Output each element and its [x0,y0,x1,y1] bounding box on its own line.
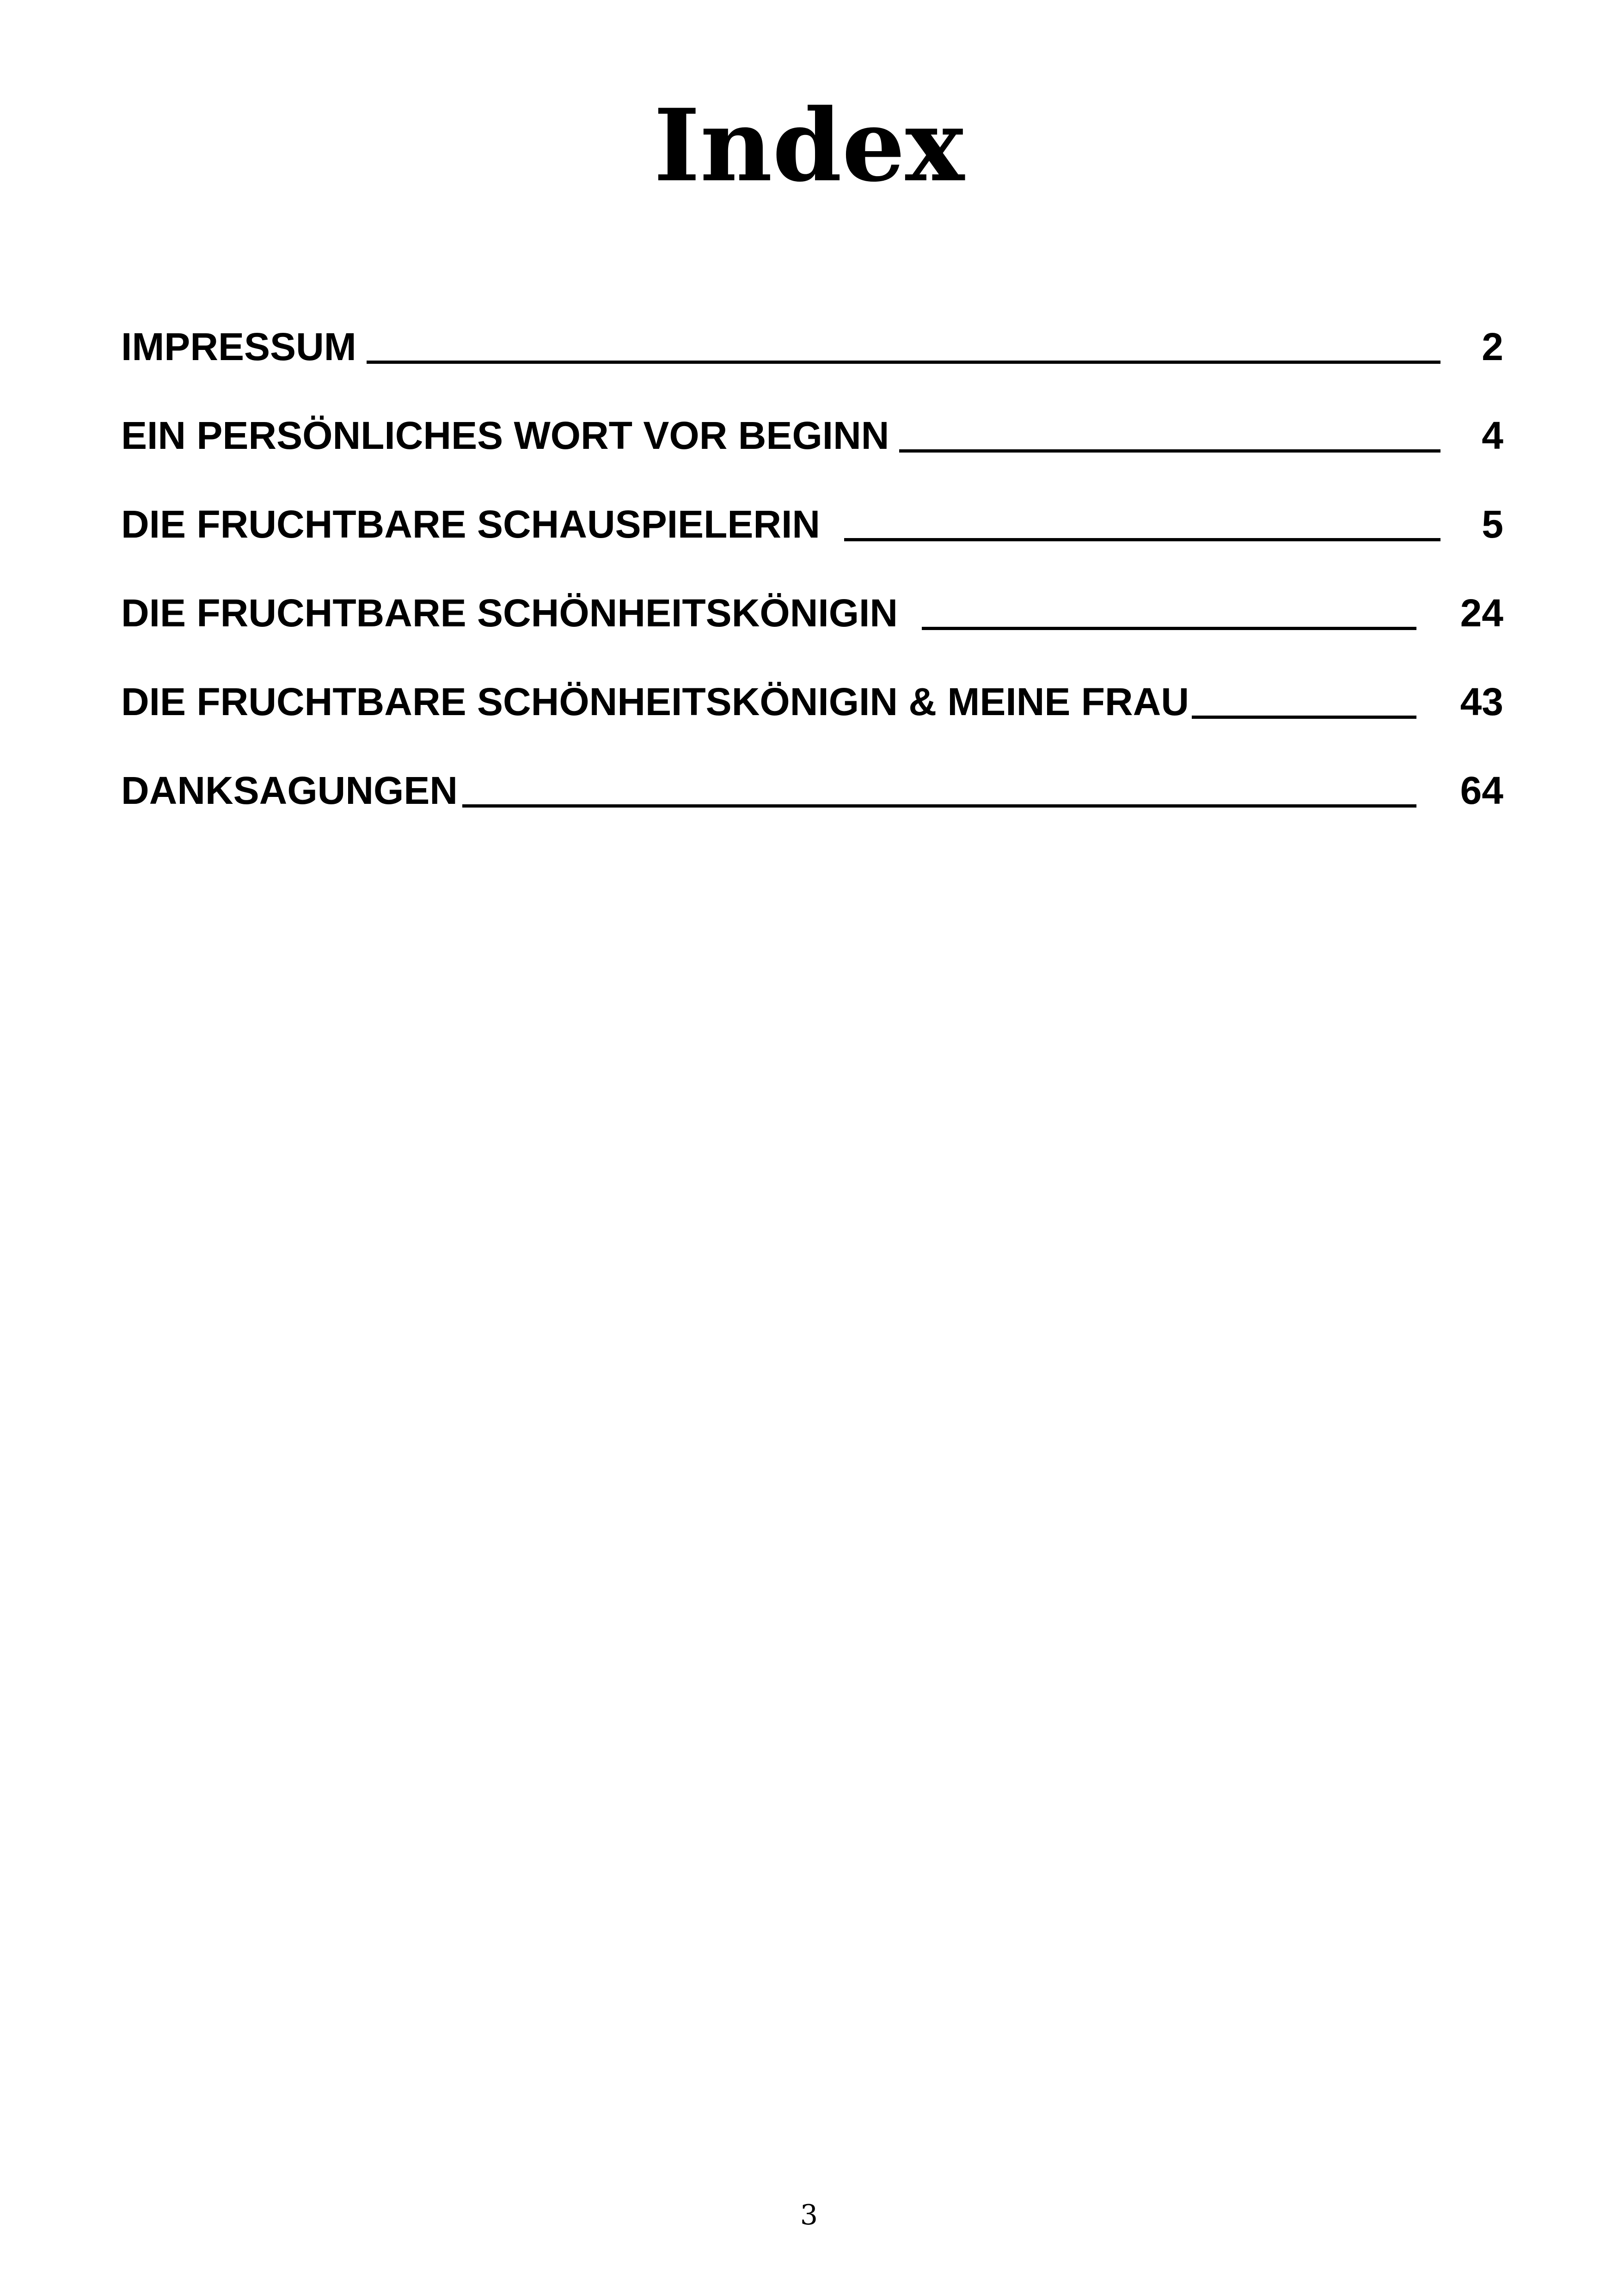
toc-leader-line [1192,716,1416,719]
toc-entry-page: 64 [1460,769,1503,812]
toc-entry-label: DANKSAGUNGEN [121,769,458,812]
toc-entry-label: EIN PERSÖNLICHES WORT VOR BEGINN [121,414,889,457]
toc-entry-persoenliches-wort[interactable] [121,410,1503,461]
toc-entry-schoenheitskoenigin-frau[interactable] [121,676,1503,727]
toc-entry-page: 43 [1460,680,1503,723]
toc-entry-label: DIE FRUCHTBARE SCHÖNHEITSKÖNIGIN & MEINE FRAU [121,680,1189,723]
toc-entry-schoenheitskoenigin[interactable] [121,588,1503,638]
toc-entry-impressum[interactable] [121,321,1503,372]
page-title: Index [653,87,965,204]
toc-entry-page: 2 [1482,325,1503,368]
toc-entry-page: 24 [1460,591,1503,635]
page-number: 3 [800,2199,818,2231]
toc-leader-line [899,449,1440,453]
table-of-contents [121,321,1503,854]
toc-entry-danksagungen[interactable] [121,765,1503,816]
toc-entry-label: DIE FRUCHTBARE SCHÖNHEITSKÖNIGIN [121,591,898,635]
toc-entry-label: DIE FRUCHTBARE SCHAUSPIELERIN [121,502,821,546]
toc-entry-page: 4 [1482,414,1503,457]
toc-leader-line [462,804,1416,808]
toc-leader-line [367,361,1440,364]
toc-leader-line [844,538,1440,541]
toc-leader-line [922,627,1416,630]
toc-entry-page: 5 [1482,502,1503,546]
toc-entry-label: IMPRESSUM [121,325,356,368]
toc-entry-schauspielerin[interactable] [121,499,1503,550]
